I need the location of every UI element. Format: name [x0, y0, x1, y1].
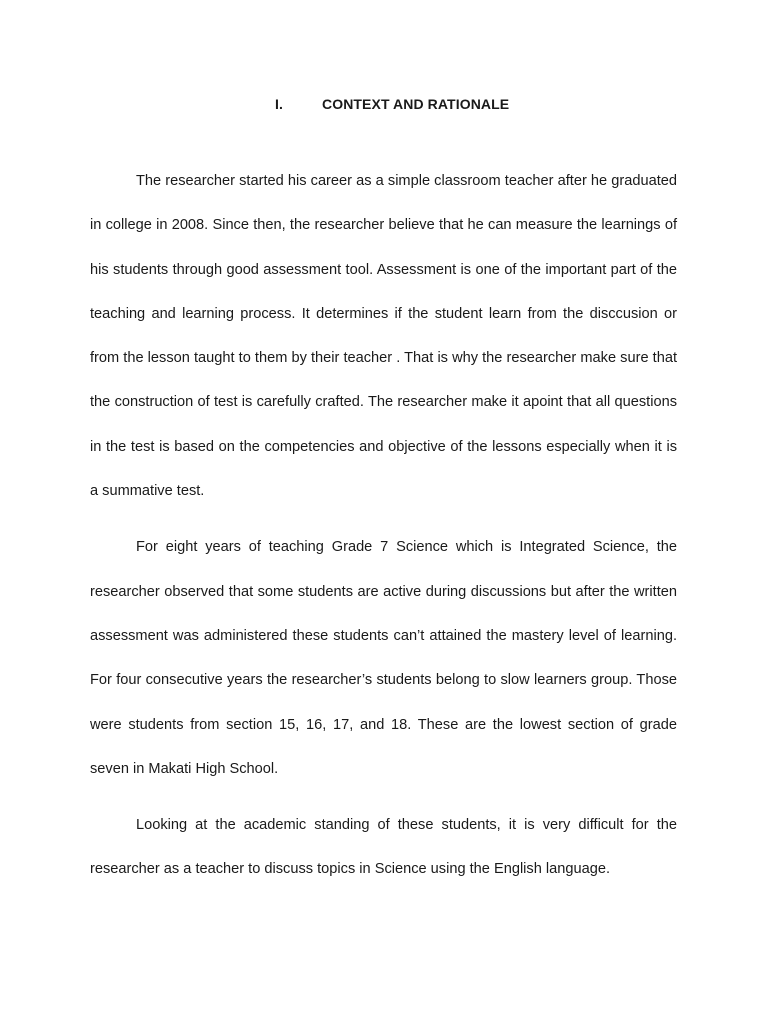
section-title: CONTEXT AND RATIONALE [322, 96, 510, 112]
document-body [90, 159, 677, 892]
paragraph: For eight years of teaching Grade 7 Science which is Integrated Science, the researcher observed that some students are active during discussions but after the written assessment was administered these students can’t attained the mastery level of learning. For four consecutive years the researcher’s students belong to slow learners group. Those were students from section 15, 16, 17, and 18. These are the lowest section of grade seven in Makati High School. [90, 539, 677, 777]
section-number: I. [275, 96, 283, 112]
paragraph: Looking at the academic standing of these students, it is very difficult for the researcher as a teacher to discuss topics in Science using the English language. [90, 817, 677, 878]
paragraph: The researcher started his career as a simple classroom teacher after he graduated in college in 2008. Since then, the researcher believe that he can measure the learnings of his students through good assessment tool. Assessment is one of the important part of the teaching and learning process. It determines if the student learn from the disccusion or from the lesson taught to them by their teacher . That is why the researcher make sure that the construction of test is carefully crafted. The researcher make it apoint that all questions in the test is based on the competencies and objective of the lessons especially when it is a summative test. [90, 173, 677, 500]
